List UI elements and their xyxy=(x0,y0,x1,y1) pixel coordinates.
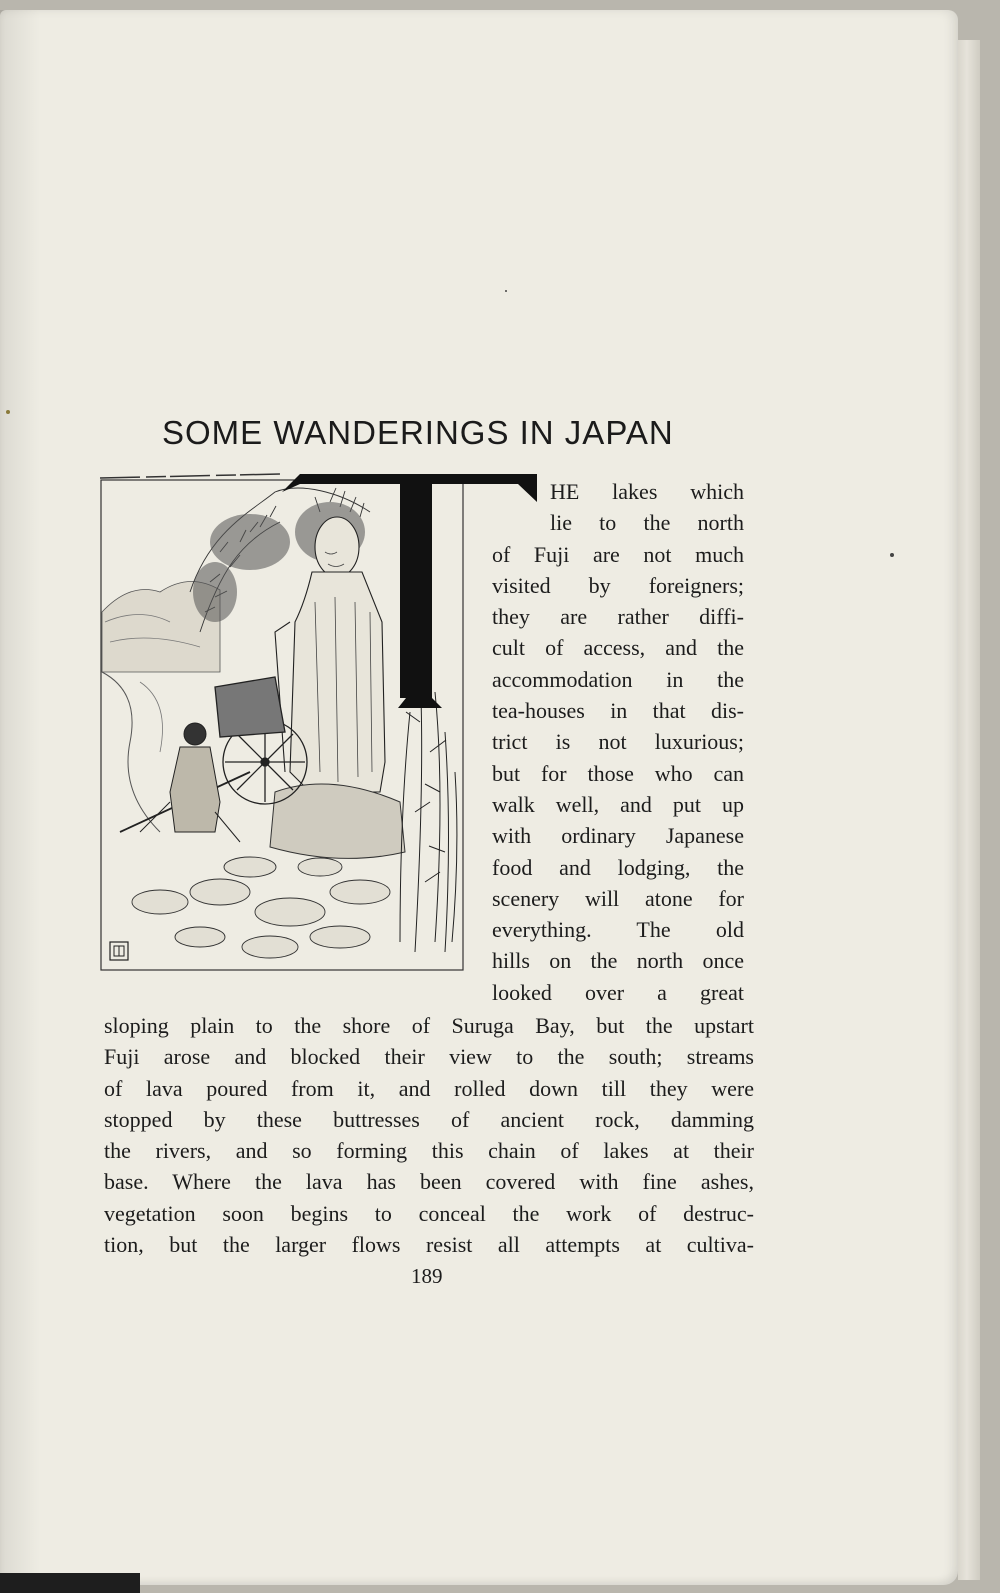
page-number: 189 xyxy=(411,1264,443,1288)
gutter-shadow xyxy=(0,10,40,1585)
text-line: trict is not luxurious; xyxy=(492,729,744,755)
text-line: Fuji arose and blocked their view to the south; streams xyxy=(104,1044,754,1070)
page-edge xyxy=(958,40,980,1580)
text-line: walk well, and put up xyxy=(492,791,744,817)
text-line: visited by foreigners; xyxy=(492,572,744,598)
text-line: they are rather diffi- xyxy=(492,604,744,630)
text-line: everything. The old xyxy=(492,917,744,943)
text-line: but for those who can xyxy=(492,760,744,786)
text-line: looked over a great xyxy=(492,979,744,1005)
background-corner xyxy=(0,1573,140,1593)
page-speck xyxy=(505,290,507,292)
text-line: stopped by these buttresses of ancient rock, damming xyxy=(104,1106,754,1132)
text-line: tea-houses in that dis- xyxy=(492,698,744,724)
page-speck xyxy=(6,410,10,414)
text-line: base. Where the lava has been covered with fine ashes, xyxy=(104,1169,754,1195)
text-line: scenery will atone for xyxy=(492,885,744,911)
page-speck xyxy=(890,553,894,557)
text-line: lie to the north xyxy=(550,510,744,536)
text-line: HE lakes which xyxy=(550,479,744,504)
wrapped-text-column xyxy=(492,476,744,1008)
text-line: vegetation soon begins to conceal the work of destruc- xyxy=(104,1200,754,1226)
chapter-title: SOME WANDERINGS IN JAPAN xyxy=(162,414,674,452)
text-line: with ordinary Japanese xyxy=(492,823,744,849)
text-line: of Fuji are not much xyxy=(492,541,744,567)
text-line: accommodation in the xyxy=(492,666,744,692)
text-line: of lava poured from it, and rolled down till they were xyxy=(104,1075,754,1101)
text-line: the rivers, and so forming this chain of lakes at their xyxy=(104,1138,754,1164)
full-width-paragraph xyxy=(104,1010,754,1260)
text-line: sloping plain to the shore of Suruga Bay, but the upstart xyxy=(104,1013,754,1038)
text-line: food and lodging, the xyxy=(492,854,744,880)
text-line: hills on the north once xyxy=(492,948,744,974)
text-line: tion, but the larger flows resist all attempts at cultiva- xyxy=(104,1232,754,1258)
text-line: cult of access, and the xyxy=(492,635,744,661)
